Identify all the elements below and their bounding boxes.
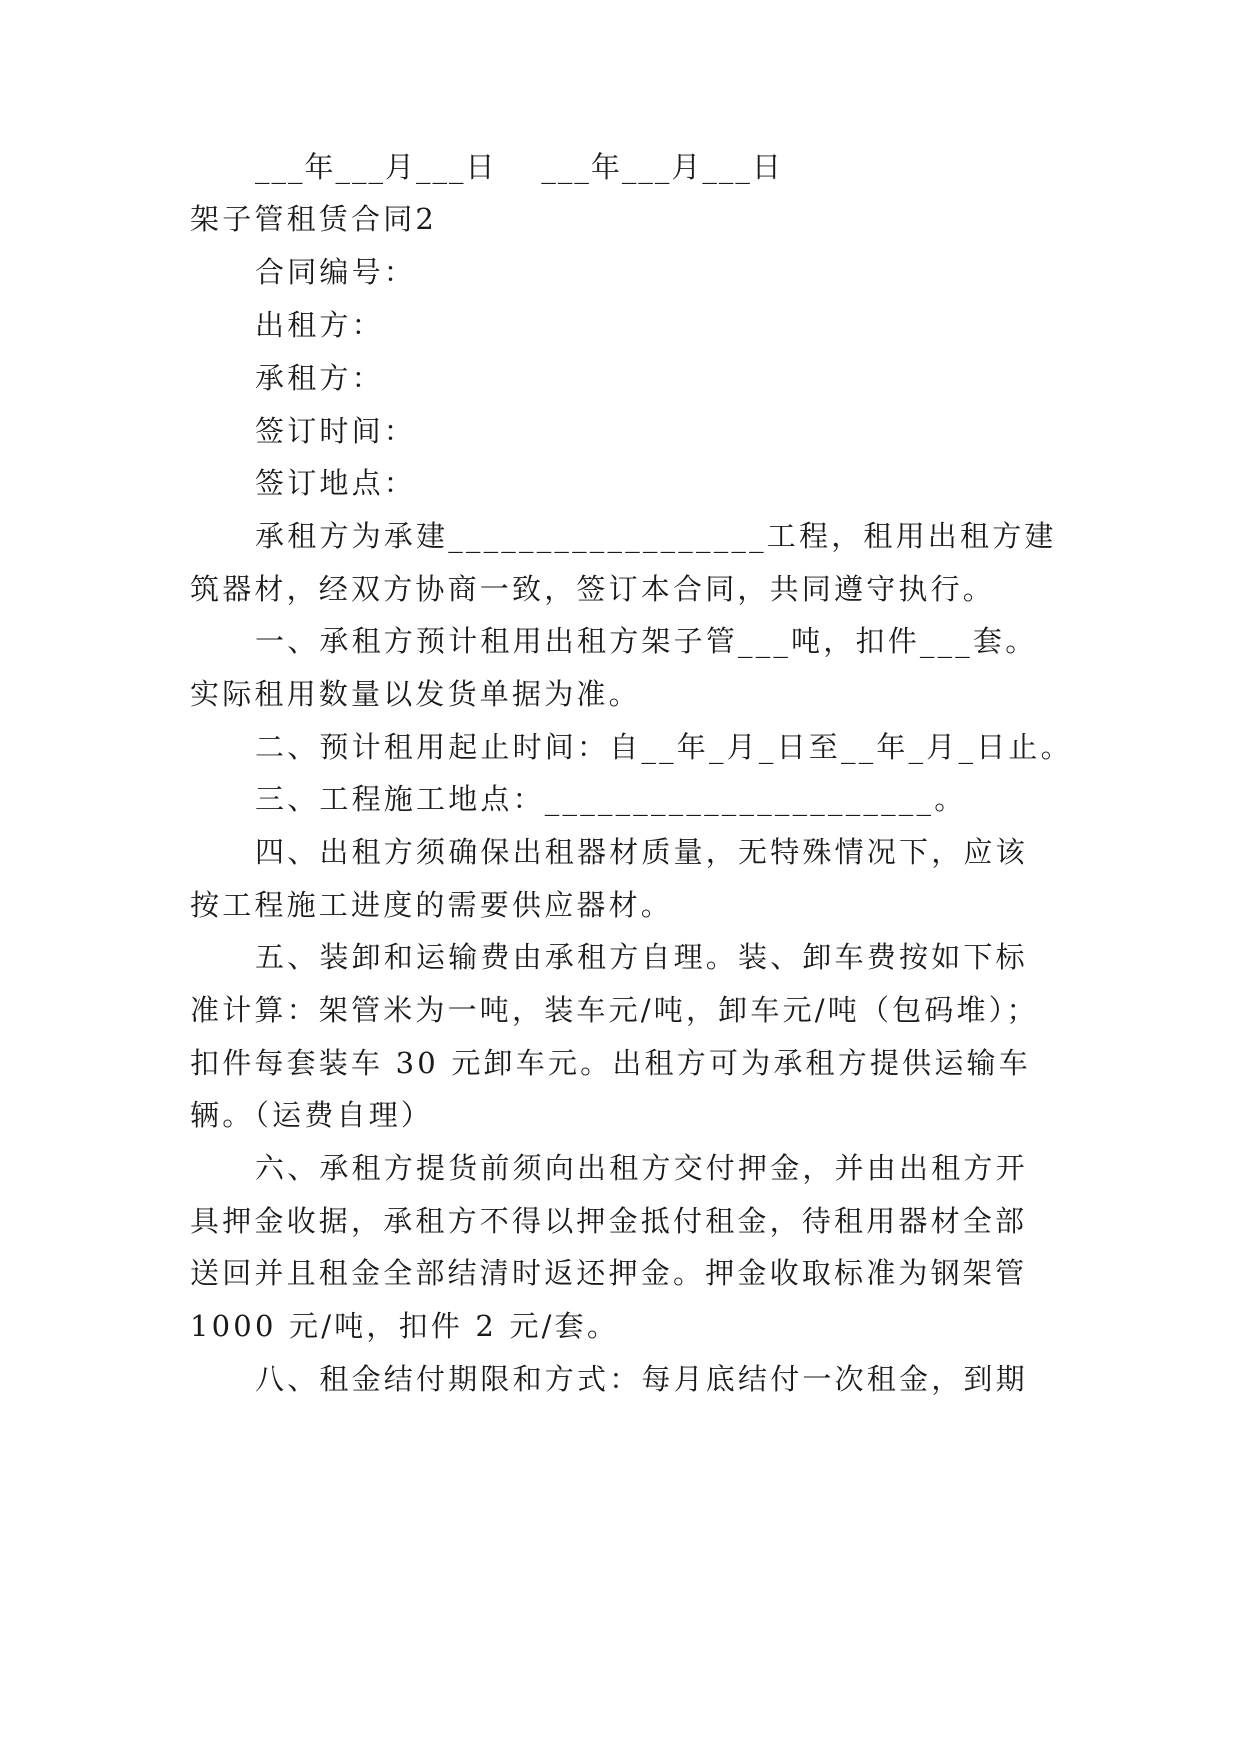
clause-8-line-1: 八、租金结付期限和方式：每月底结付一次租金，到期 bbox=[255, 1362, 1028, 1396]
field-sign-place: 签订地点： bbox=[255, 466, 417, 500]
clause-5-line-1: 五、装卸和运输费由承租方自理。装、卸车费按如下标 bbox=[255, 940, 1028, 974]
clause-1-line-1: 一、承租方预计租用出租方架子管___吨，扣件___套。 bbox=[255, 624, 1038, 658]
clause-5-line-2: 准计算：架管米为一吨，装车元/吨，卸车元/吨（包码堆）； bbox=[190, 993, 1039, 1027]
clause-4-line-2: 按工程施工进度的需要供应器材。 bbox=[190, 888, 674, 922]
field-lessee: 承租方： bbox=[255, 361, 384, 395]
field-lessor: 出租方： bbox=[255, 308, 384, 342]
field-contract-no: 合同编号： bbox=[255, 255, 417, 289]
field-sign-time: 签订时间： bbox=[255, 414, 417, 448]
preamble-line-2: 筑器材，经双方协商一致，签订本合同，共同遵守执行。 bbox=[190, 572, 996, 606]
clause-2-line-1: 二、预计租用起止时间：自__年_月_日至__年_月_日止。 bbox=[255, 730, 1073, 764]
clause-4-line-1: 四、出租方须确保出租器材质量，无特殊情况下，应该 bbox=[255, 835, 1028, 869]
clause-5-line-3: 扣件每套装车 30 元卸车元。出租方可为承租方提供运输车 bbox=[190, 1046, 1031, 1080]
clause-1-line-2: 实际租用数量以发货单据为准。 bbox=[190, 677, 641, 711]
clause-6-line-1: 六、承租方提货前须向出租方交付押金，并由出租方开 bbox=[255, 1151, 1028, 1185]
clause-6-line-2: 具押金收据，承租方不得以押金抵付租金，待租用器材全部 bbox=[190, 1204, 1028, 1238]
clause-6-line-3: 送回并且租金全部结清时返还押金。押金收取标准为钢架管 bbox=[190, 1256, 1028, 1290]
document-title: 架子管租赁合同2 bbox=[190, 202, 438, 236]
preamble-line-1: 承租方为承建__________________工程，租用出租方建 bbox=[255, 519, 1057, 553]
signature-date-line: ___年___月___日 ___年___月___日 bbox=[255, 150, 783, 184]
clause-6-line-4: 1000 元/吨，扣件 2 元/套。 bbox=[190, 1309, 620, 1343]
clause-3-line-1: 三、工程施工地点：______________________。 bbox=[255, 782, 967, 816]
clause-5-line-4: 辆。（运费自理） bbox=[190, 1098, 434, 1132]
